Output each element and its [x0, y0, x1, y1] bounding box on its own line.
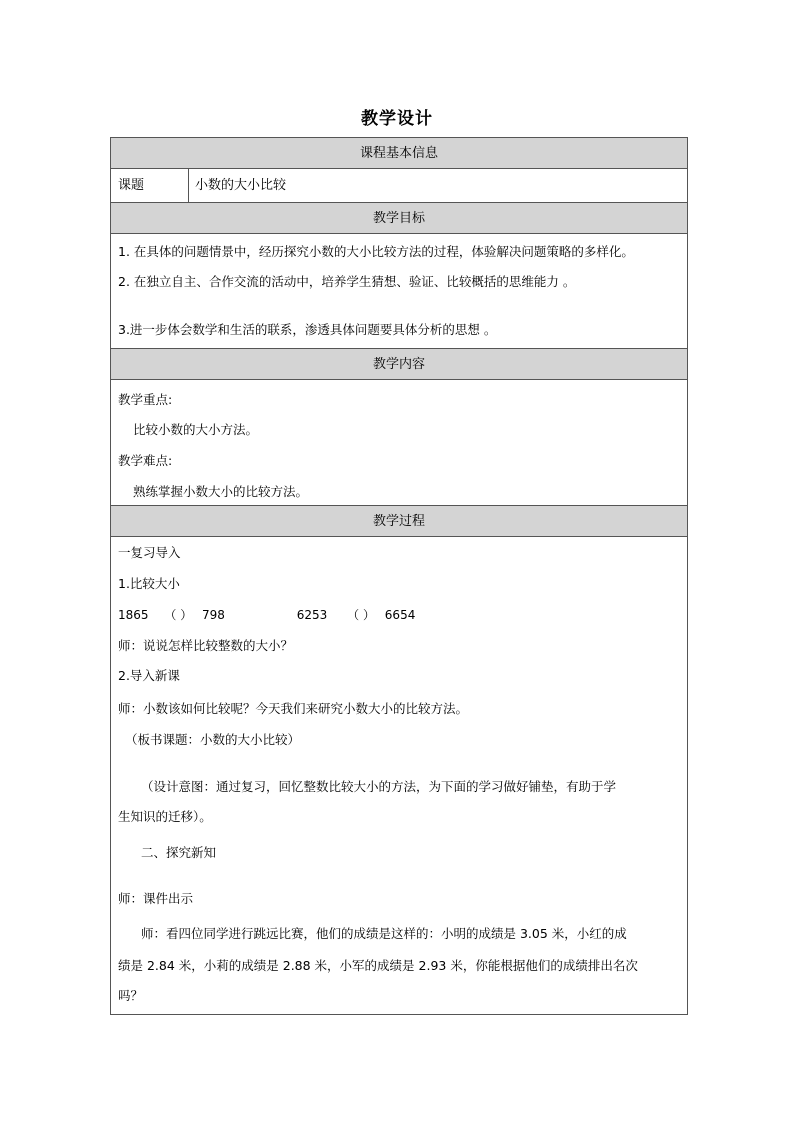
compare-blank: （ ） — [164, 608, 193, 622]
goals-section — [111, 234, 687, 349]
process-line: 一复习导入 — [118, 545, 181, 560]
difficulty-label: 教学难点: — [118, 453, 173, 468]
process-line: 吗？ — [118, 988, 144, 1003]
process-line: 师：看四位同学进行跳远比赛，他们的成绩是这样的：小明的成绩是 3.05 米，小红的成 — [141, 926, 627, 941]
compare-row — [118, 606, 415, 623]
basic-info-header: 课程基本信息 — [111, 138, 687, 169]
goal-item-1: 1. 在具体的问题情景中，经历探究小数的大小比较方法的过程，体验解决问题策略的多样化。 — [118, 244, 634, 259]
compare-number: 798 — [202, 608, 225, 622]
goals-header: 教学目标 — [111, 203, 687, 234]
subject-value: 小数的大小比较 — [195, 178, 287, 193]
compare-number: 1865 — [118, 608, 149, 622]
process-line: 师：小数该如何比较呢？今天我们来研究小数大小的比较方法。 — [118, 701, 469, 716]
goal-item-3: 3.进一步体会数学和生活的联系，渗透具体问题要具体分析的思想 。 — [118, 322, 497, 337]
process-line: 绩是 2.84 米，小莉的成绩是 2.88 米，小军的成绩是 2.93 米，你能根据他们的成绩排出名次 — [118, 958, 638, 973]
goal-item-2: 2. 在独立自主、合作交流的活动中，培养学生猜想、验证、比较概括的思维能力 。 — [118, 274, 576, 289]
compare-number: 6654 — [384, 608, 416, 622]
process-line: （设计意图：通过复习，回忆整数比较大小的方法，为下面的学习做好铺垫，有助于学 — [141, 779, 617, 794]
process-line: 师：说说怎样比较整数的大小？ — [118, 638, 294, 653]
difficulty-text: 熟练掌握小数大小的比较方法。 — [133, 484, 309, 499]
process-line: 二、探究新知 — [141, 845, 217, 860]
process-header: 教学过程 — [111, 506, 687, 537]
subject-row — [111, 169, 687, 203]
process-line: 生知识的迁移）。 — [118, 809, 212, 824]
process-line: 2.导入新课 — [118, 668, 180, 683]
process-line: 1.比较大小 — [118, 576, 180, 591]
subject-label: 课题 — [111, 169, 189, 202]
content-section — [111, 380, 687, 506]
key-point-text: 比较小数的大小方法。 — [133, 422, 259, 437]
key-point-label: 教学重点: — [118, 392, 173, 407]
content-header: 教学内容 — [111, 349, 687, 380]
process-line: （板书课题：小数的大小比较） — [125, 732, 301, 747]
process-line: 师：课件出示 — [118, 891, 194, 906]
compare-number: 6253 — [296, 608, 328, 622]
compare-blank: （ ） — [347, 608, 375, 622]
process-section — [111, 537, 687, 1014]
lesson-plan-table — [110, 137, 688, 1015]
document-title: 教学设计 — [361, 109, 433, 129]
